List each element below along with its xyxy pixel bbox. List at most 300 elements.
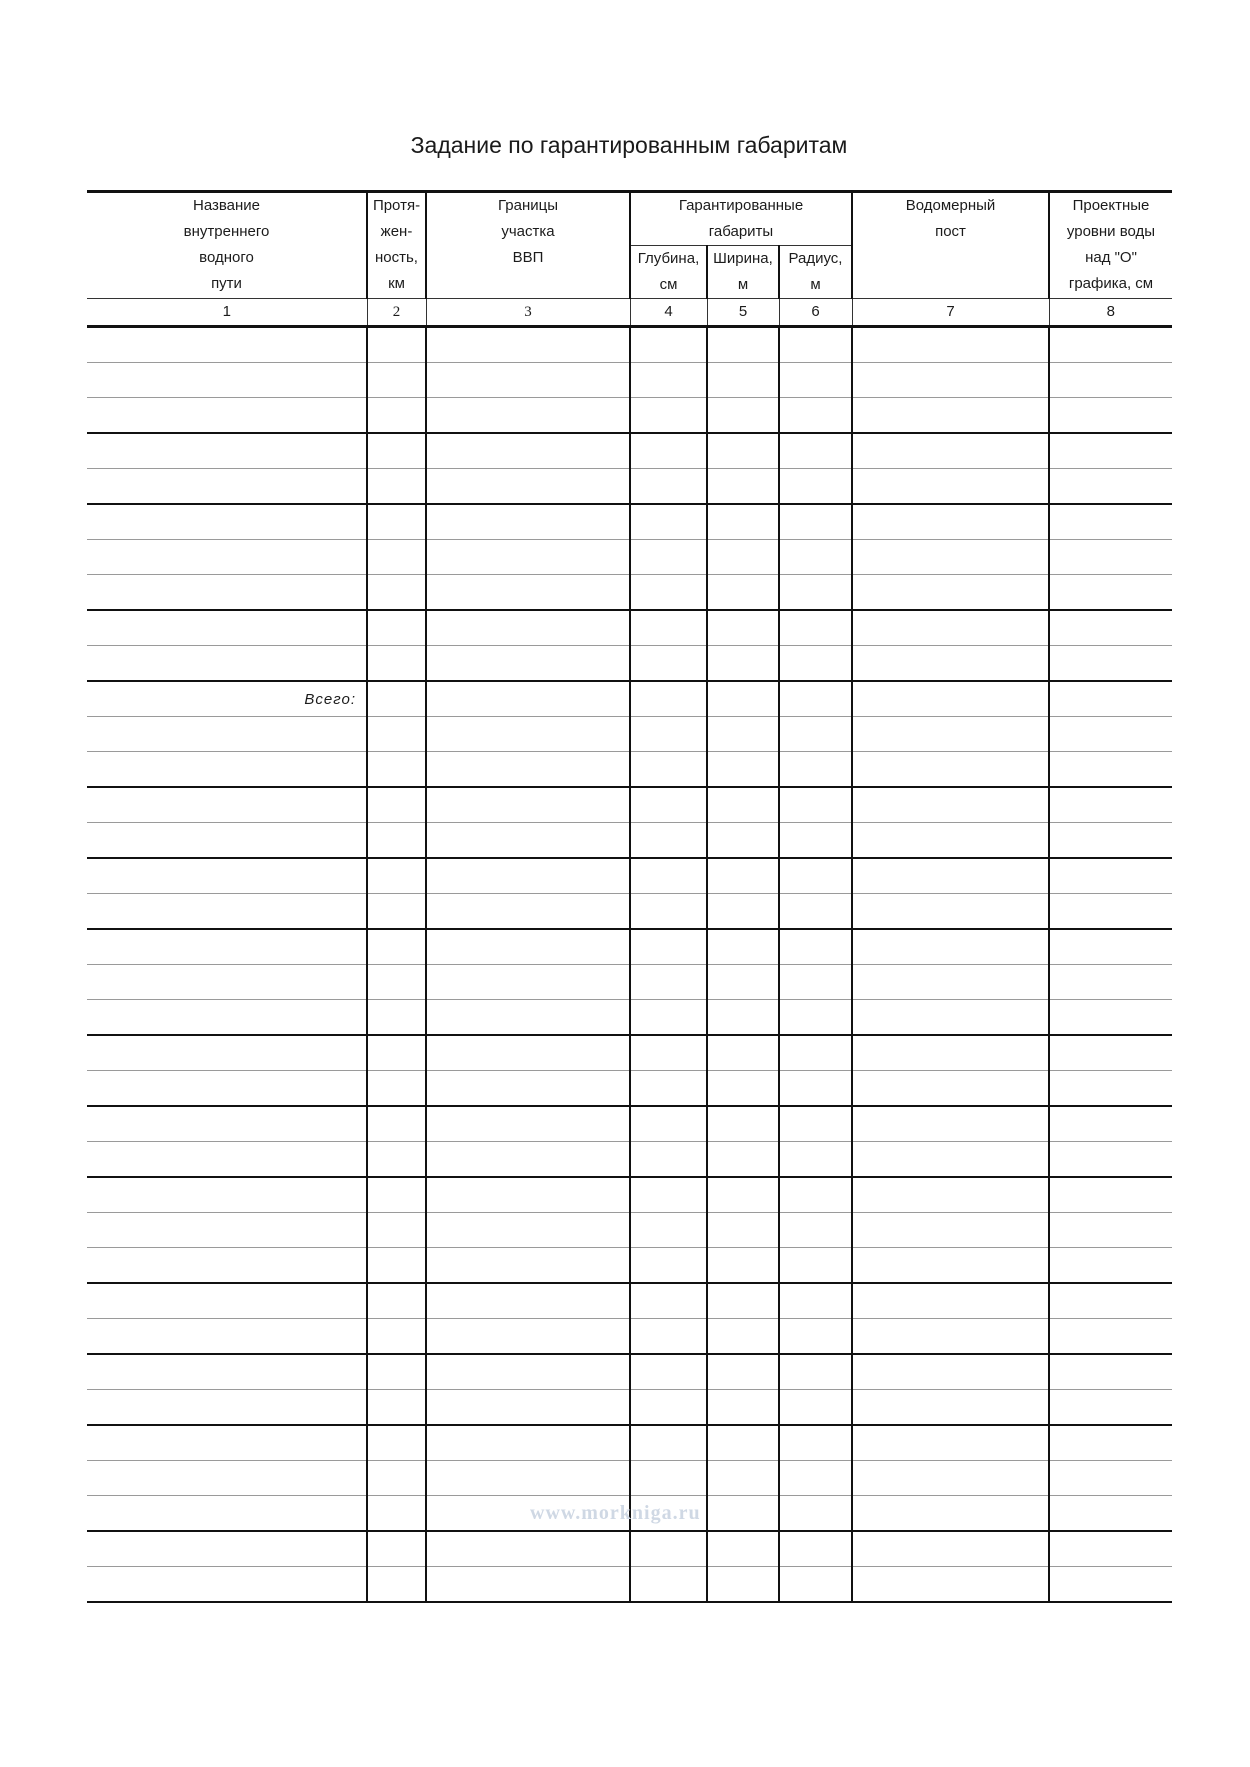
table-cell[interactable] bbox=[707, 610, 779, 646]
table-cell[interactable] bbox=[630, 363, 707, 398]
table-cell[interactable] bbox=[1049, 965, 1172, 1000]
header-gauge-station: Водомерный пост bbox=[852, 192, 1049, 299]
table-cell[interactable] bbox=[852, 1496, 1049, 1532]
table-cell[interactable] bbox=[1049, 1248, 1172, 1284]
table-cell[interactable] bbox=[852, 1177, 1049, 1213]
table-cell[interactable] bbox=[707, 1283, 779, 1319]
table-cell[interactable] bbox=[426, 858, 630, 894]
table-cell[interactable] bbox=[1049, 717, 1172, 752]
table-cell[interactable] bbox=[1049, 681, 1172, 717]
table-cell[interactable] bbox=[707, 469, 779, 505]
table-cell[interactable] bbox=[367, 433, 426, 469]
table-cell[interactable] bbox=[779, 752, 852, 788]
table-row bbox=[87, 965, 1172, 1000]
table-cell[interactable] bbox=[1049, 504, 1172, 540]
table-cell[interactable] bbox=[707, 1035, 779, 1071]
table-cell[interactable] bbox=[779, 1106, 852, 1142]
table-cell[interactable] bbox=[367, 540, 426, 575]
table-cell[interactable] bbox=[426, 1461, 630, 1496]
table-cell[interactable] bbox=[707, 717, 779, 752]
table-cell[interactable] bbox=[426, 540, 630, 575]
table-cell[interactable] bbox=[87, 610, 367, 646]
table-cell[interactable] bbox=[367, 1000, 426, 1036]
table-cell[interactable] bbox=[367, 1035, 426, 1071]
table-cell[interactable] bbox=[1049, 787, 1172, 823]
table-cell[interactable] bbox=[630, 1071, 707, 1107]
table-row bbox=[87, 469, 1172, 505]
table-cell[interactable] bbox=[707, 1000, 779, 1036]
table-cell[interactable] bbox=[367, 1283, 426, 1319]
table-cell[interactable] bbox=[779, 717, 852, 752]
table-cell[interactable] bbox=[426, 504, 630, 540]
table-cell[interactable] bbox=[1049, 1496, 1172, 1532]
table-cell[interactable] bbox=[1049, 575, 1172, 611]
table-cell[interactable] bbox=[852, 646, 1049, 682]
table-cell[interactable] bbox=[779, 469, 852, 505]
table-cell[interactable] bbox=[707, 646, 779, 682]
table-cell[interactable] bbox=[707, 681, 779, 717]
table-cell[interactable] bbox=[1049, 894, 1172, 930]
table-cell[interactable] bbox=[1049, 398, 1172, 434]
table-cell[interactable] bbox=[707, 1496, 779, 1532]
table-cell[interactable] bbox=[707, 433, 779, 469]
table-cell[interactable] bbox=[426, 1142, 630, 1178]
table-row bbox=[87, 1461, 1172, 1496]
table-cell[interactable] bbox=[779, 540, 852, 575]
table-cell[interactable] bbox=[852, 1035, 1049, 1071]
table-cell[interactable] bbox=[87, 787, 367, 823]
table-cell[interactable] bbox=[1049, 1319, 1172, 1355]
table-cell[interactable] bbox=[1049, 1142, 1172, 1178]
table-cell[interactable] bbox=[426, 1071, 630, 1107]
table-cell[interactable] bbox=[852, 929, 1049, 965]
table-row bbox=[87, 929, 1172, 965]
table-cell[interactable] bbox=[87, 1319, 367, 1355]
table-cell[interactable] bbox=[367, 1213, 426, 1248]
table-cell[interactable] bbox=[426, 681, 630, 717]
table-cell[interactable] bbox=[707, 1531, 779, 1567]
table-cell[interactable] bbox=[426, 1177, 630, 1213]
table-cell[interactable] bbox=[426, 1106, 630, 1142]
table-cell[interactable] bbox=[852, 717, 1049, 752]
table-cell[interactable] bbox=[426, 363, 630, 398]
table-cell[interactable] bbox=[852, 823, 1049, 859]
table-cell[interactable] bbox=[630, 1283, 707, 1319]
table-cell[interactable] bbox=[707, 504, 779, 540]
table-cell[interactable] bbox=[707, 363, 779, 398]
table-cell[interactable] bbox=[630, 1000, 707, 1036]
table-cell[interactable] bbox=[707, 787, 779, 823]
table-cell[interactable] bbox=[852, 787, 1049, 823]
table-cell[interactable] bbox=[367, 752, 426, 788]
table-cell[interactable] bbox=[1049, 1461, 1172, 1496]
table-cell[interactable] bbox=[852, 575, 1049, 611]
table-cell[interactable] bbox=[707, 540, 779, 575]
table-cell[interactable] bbox=[426, 894, 630, 930]
table-cell[interactable] bbox=[630, 717, 707, 752]
table-cell[interactable] bbox=[367, 1567, 426, 1603]
table-cell[interactable] bbox=[852, 858, 1049, 894]
table-cell[interactable] bbox=[630, 1106, 707, 1142]
table-cell[interactable] bbox=[1049, 858, 1172, 894]
table-cell[interactable] bbox=[852, 894, 1049, 930]
table-cell[interactable] bbox=[367, 1390, 426, 1426]
table-cell[interactable] bbox=[426, 610, 630, 646]
table-cell[interactable] bbox=[87, 1035, 367, 1071]
table-cell[interactable] bbox=[852, 681, 1049, 717]
table-cell[interactable] bbox=[707, 823, 779, 859]
table-cell[interactable] bbox=[1049, 1354, 1172, 1390]
table-cell[interactable] bbox=[367, 681, 426, 717]
table-cell[interactable] bbox=[630, 327, 707, 363]
table-cell[interactable] bbox=[852, 540, 1049, 575]
table-cell[interactable] bbox=[1049, 1177, 1172, 1213]
table-cell[interactable] bbox=[852, 1425, 1049, 1461]
table-cell[interactable] bbox=[87, 1106, 367, 1142]
table-cell[interactable] bbox=[87, 433, 367, 469]
table-cell[interactable] bbox=[779, 1213, 852, 1248]
table-cell[interactable] bbox=[87, 363, 367, 398]
table-cell[interactable] bbox=[707, 1319, 779, 1355]
table-cell[interactable] bbox=[1049, 1106, 1172, 1142]
table-cell[interactable] bbox=[367, 1496, 426, 1532]
table-cell[interactable] bbox=[852, 363, 1049, 398]
table-cell[interactable] bbox=[707, 858, 779, 894]
table-cell[interactable] bbox=[707, 575, 779, 611]
table-cell[interactable] bbox=[779, 858, 852, 894]
table-cell[interactable] bbox=[707, 929, 779, 965]
table-cell[interactable] bbox=[1049, 1283, 1172, 1319]
table-cell[interactable] bbox=[707, 1071, 779, 1107]
table-cell[interactable] bbox=[707, 398, 779, 434]
table-cell[interactable] bbox=[1049, 1035, 1172, 1071]
table-cell[interactable] bbox=[367, 1461, 426, 1496]
table-cell[interactable] bbox=[707, 1213, 779, 1248]
table-cell[interactable] bbox=[630, 1425, 707, 1461]
table-cell[interactable] bbox=[630, 646, 707, 682]
table-cell[interactable] bbox=[367, 1177, 426, 1213]
table-cell[interactable] bbox=[852, 1213, 1049, 1248]
table-cell[interactable] bbox=[779, 1071, 852, 1107]
table-cell[interactable] bbox=[87, 1177, 367, 1213]
table-cell[interactable] bbox=[87, 894, 367, 930]
column-number: 3 bbox=[426, 299, 630, 327]
table-cell[interactable] bbox=[367, 575, 426, 611]
table-cell[interactable] bbox=[779, 363, 852, 398]
table-cell[interactable] bbox=[779, 1567, 852, 1603]
table-cell[interactable] bbox=[779, 1461, 852, 1496]
table-cell[interactable] bbox=[779, 681, 852, 717]
table-cell[interactable] bbox=[367, 823, 426, 859]
table-cell[interactable] bbox=[1049, 363, 1172, 398]
table-cell[interactable] bbox=[852, 469, 1049, 505]
table-cell[interactable] bbox=[367, 1354, 426, 1390]
table-cell[interactable] bbox=[426, 1390, 630, 1426]
table-cell[interactable] bbox=[426, 1531, 630, 1567]
table-cell[interactable] bbox=[630, 752, 707, 788]
table-cell[interactable] bbox=[852, 1000, 1049, 1036]
table-cell[interactable] bbox=[779, 1496, 852, 1532]
table-cell[interactable] bbox=[852, 1283, 1049, 1319]
table-cell[interactable] bbox=[1049, 929, 1172, 965]
table-cell[interactable] bbox=[630, 681, 707, 717]
table-cell[interactable] bbox=[1049, 1531, 1172, 1567]
table-cell[interactable] bbox=[87, 1425, 367, 1461]
table-cell[interactable] bbox=[426, 1213, 630, 1248]
table-cell[interactable] bbox=[1049, 646, 1172, 682]
table-cell[interactable] bbox=[426, 1567, 630, 1603]
table-cell[interactable] bbox=[87, 1567, 367, 1603]
table-cell[interactable] bbox=[426, 398, 630, 434]
table-cell[interactable] bbox=[630, 858, 707, 894]
column-number: 4 bbox=[630, 299, 707, 327]
table-cell[interactable] bbox=[852, 327, 1049, 363]
table-cell[interactable] bbox=[707, 1567, 779, 1603]
table-cell[interactable] bbox=[779, 1177, 852, 1213]
table-cell[interactable] bbox=[779, 1248, 852, 1284]
table-cell[interactable] bbox=[426, 787, 630, 823]
table-cell[interactable] bbox=[367, 646, 426, 682]
table-cell[interactable] bbox=[87, 965, 367, 1000]
header-design-water-levels: Проектные уровни воды над "О" графика, см bbox=[1049, 192, 1172, 299]
table-cell[interactable] bbox=[707, 1390, 779, 1426]
table-cell[interactable] bbox=[367, 1425, 426, 1461]
dimensions-table bbox=[87, 190, 1172, 1603]
table-cell[interactable] bbox=[1049, 1213, 1172, 1248]
table-cell[interactable] bbox=[1049, 1071, 1172, 1107]
table-cell[interactable] bbox=[779, 610, 852, 646]
table-cell[interactable] bbox=[707, 1106, 779, 1142]
table-cell[interactable] bbox=[779, 327, 852, 363]
table-cell[interactable] bbox=[630, 1035, 707, 1071]
table-cell[interactable] bbox=[426, 1354, 630, 1390]
table-cell[interactable] bbox=[852, 610, 1049, 646]
table-cell[interactable] bbox=[426, 433, 630, 469]
table-cell[interactable] bbox=[630, 965, 707, 1000]
table-cell[interactable] bbox=[87, 1531, 367, 1567]
table-cell[interactable] bbox=[367, 1319, 426, 1355]
table-cell[interactable] bbox=[630, 787, 707, 823]
table-cell[interactable] bbox=[779, 504, 852, 540]
table-cell[interactable] bbox=[779, 929, 852, 965]
table-cell[interactable] bbox=[630, 929, 707, 965]
table-cell[interactable] bbox=[87, 752, 367, 788]
table-cell[interactable] bbox=[779, 1283, 852, 1319]
table-row bbox=[87, 752, 1172, 788]
table-cell[interactable] bbox=[779, 1531, 852, 1567]
table-cell[interactable] bbox=[1049, 469, 1172, 505]
table-cell[interactable] bbox=[779, 823, 852, 859]
table-cell[interactable] bbox=[630, 1390, 707, 1426]
table-cell[interactable] bbox=[852, 1390, 1049, 1426]
table-cell[interactable] bbox=[426, 646, 630, 682]
table-cell[interactable] bbox=[367, 858, 426, 894]
table-cell[interactable] bbox=[630, 1567, 707, 1603]
table-cell[interactable] bbox=[426, 1319, 630, 1355]
table-cell[interactable] bbox=[630, 894, 707, 930]
table-cell[interactable] bbox=[779, 1354, 852, 1390]
table-cell[interactable] bbox=[87, 1000, 367, 1036]
table-cell[interactable] bbox=[426, 575, 630, 611]
table-cell[interactable] bbox=[779, 1425, 852, 1461]
table-cell[interactable] bbox=[87, 1142, 367, 1178]
table-cell[interactable] bbox=[1049, 1425, 1172, 1461]
table-cell[interactable] bbox=[779, 646, 852, 682]
table-cell[interactable] bbox=[87, 1461, 367, 1496]
table-cell[interactable] bbox=[87, 1496, 367, 1532]
table-cell[interactable] bbox=[852, 1248, 1049, 1284]
table-cell[interactable] bbox=[367, 717, 426, 752]
table-cell[interactable] bbox=[87, 1248, 367, 1284]
table-cell[interactable] bbox=[367, 787, 426, 823]
table-cell[interactable] bbox=[367, 610, 426, 646]
table-cell[interactable] bbox=[707, 1461, 779, 1496]
table-cell[interactable] bbox=[852, 1567, 1049, 1603]
table-cell[interactable] bbox=[87, 398, 367, 434]
table-cell[interactable] bbox=[630, 433, 707, 469]
table-cell[interactable] bbox=[779, 575, 852, 611]
table-cell[interactable] bbox=[779, 894, 852, 930]
table-cell[interactable] bbox=[367, 398, 426, 434]
table-cell[interactable] bbox=[630, 398, 707, 434]
table-cell[interactable] bbox=[367, 1106, 426, 1142]
table-cell[interactable] bbox=[87, 929, 367, 965]
table-cell[interactable] bbox=[852, 1354, 1049, 1390]
table-cell[interactable] bbox=[852, 752, 1049, 788]
table-cell[interactable] bbox=[707, 1248, 779, 1284]
table-cell[interactable] bbox=[630, 540, 707, 575]
table-cell[interactable] bbox=[426, 752, 630, 788]
table-cell[interactable] bbox=[367, 469, 426, 505]
table-cell[interactable] bbox=[1049, 433, 1172, 469]
table-cell[interactable] bbox=[630, 1461, 707, 1496]
table-cell[interactable] bbox=[852, 433, 1049, 469]
table-cell[interactable] bbox=[630, 1213, 707, 1248]
table-row bbox=[87, 1390, 1172, 1426]
table-cell[interactable] bbox=[852, 1531, 1049, 1567]
table-cell[interactable] bbox=[426, 1248, 630, 1284]
table-cell[interactable] bbox=[367, 1142, 426, 1178]
table-cell[interactable] bbox=[707, 965, 779, 1000]
table-cell[interactable] bbox=[779, 398, 852, 434]
table-cell[interactable] bbox=[87, 646, 367, 682]
table-cell[interactable] bbox=[367, 363, 426, 398]
table-cell[interactable] bbox=[779, 1390, 852, 1426]
table-cell[interactable] bbox=[630, 504, 707, 540]
table-cell[interactable] bbox=[87, 469, 367, 505]
table-cell[interactable] bbox=[426, 327, 630, 363]
table-cell[interactable] bbox=[87, 858, 367, 894]
table-cell[interactable] bbox=[779, 1319, 852, 1355]
table-cell[interactable] bbox=[87, 1354, 367, 1390]
table-cell[interactable] bbox=[1049, 1000, 1172, 1036]
table-cell[interactable] bbox=[426, 823, 630, 859]
table-cell[interactable] bbox=[426, 929, 630, 965]
table-cell[interactable] bbox=[852, 504, 1049, 540]
table-cell[interactable] bbox=[87, 823, 367, 859]
table-cell[interactable] bbox=[852, 1319, 1049, 1355]
table-cell[interactable] bbox=[707, 894, 779, 930]
table-cell[interactable] bbox=[1049, 752, 1172, 788]
table-cell[interactable] bbox=[630, 1177, 707, 1213]
table-cell[interactable] bbox=[367, 504, 426, 540]
table-cell[interactable] bbox=[426, 1035, 630, 1071]
table-cell[interactable] bbox=[852, 1106, 1049, 1142]
watermark: www.morkniga.ru bbox=[530, 1502, 701, 1524]
table-cell[interactable] bbox=[707, 1177, 779, 1213]
table-cell[interactable] bbox=[630, 1248, 707, 1284]
table-cell[interactable] bbox=[852, 1142, 1049, 1178]
table-cell[interactable] bbox=[1049, 610, 1172, 646]
table-cell[interactable] bbox=[779, 433, 852, 469]
table-cell[interactable] bbox=[426, 965, 630, 1000]
table-cell[interactable] bbox=[852, 398, 1049, 434]
table-cell[interactable] bbox=[630, 610, 707, 646]
table-cell[interactable] bbox=[367, 1248, 426, 1284]
table-cell[interactable] bbox=[1049, 1567, 1172, 1603]
table-cell[interactable] bbox=[707, 327, 779, 363]
table-cell[interactable] bbox=[1049, 327, 1172, 363]
table-cell[interactable] bbox=[426, 1425, 630, 1461]
table-cell[interactable] bbox=[779, 787, 852, 823]
table-row bbox=[87, 858, 1172, 894]
table-cell[interactable] bbox=[367, 1071, 426, 1107]
table-cell[interactable] bbox=[87, 504, 367, 540]
table-cell[interactable] bbox=[779, 965, 852, 1000]
table-cell[interactable] bbox=[426, 1283, 630, 1319]
table-cell[interactable] bbox=[852, 1071, 1049, 1107]
table-cell[interactable] bbox=[87, 1071, 367, 1107]
table-cell[interactable] bbox=[707, 752, 779, 788]
table-cell[interactable] bbox=[630, 469, 707, 505]
table-cell[interactable] bbox=[779, 1142, 852, 1178]
table-cell[interactable] bbox=[707, 1354, 779, 1390]
table-cell[interactable] bbox=[779, 1035, 852, 1071]
table-cell[interactable] bbox=[367, 1531, 426, 1567]
table-cell[interactable] bbox=[87, 575, 367, 611]
table-cell[interactable] bbox=[367, 929, 426, 965]
table-cell[interactable] bbox=[630, 575, 707, 611]
table-cell[interactable] bbox=[367, 965, 426, 1000]
table-cell[interactable] bbox=[426, 1000, 630, 1036]
table-cell[interactable] bbox=[630, 1531, 707, 1567]
table-cell[interactable] bbox=[367, 327, 426, 363]
table-cell[interactable] bbox=[1049, 823, 1172, 859]
table-cell[interactable] bbox=[1049, 1390, 1172, 1426]
table-cell[interactable] bbox=[779, 1000, 852, 1036]
table-cell[interactable] bbox=[87, 540, 367, 575]
table-cell[interactable] bbox=[1049, 540, 1172, 575]
table-cell[interactable] bbox=[426, 717, 630, 752]
table-cell[interactable] bbox=[630, 823, 707, 859]
table-cell[interactable] bbox=[630, 1354, 707, 1390]
table-cell[interactable] bbox=[630, 1319, 707, 1355]
header-length: Протя- жен- ность, км bbox=[367, 192, 426, 299]
table-cell[interactable] bbox=[707, 1142, 779, 1178]
table-cell[interactable] bbox=[426, 469, 630, 505]
table-cell[interactable] bbox=[87, 1213, 367, 1248]
table-cell[interactable] bbox=[367, 894, 426, 930]
table-cell[interactable] bbox=[707, 1425, 779, 1461]
table-cell[interactable] bbox=[87, 1283, 367, 1319]
table-row bbox=[87, 894, 1172, 930]
table-cell[interactable] bbox=[87, 717, 367, 752]
table-cell[interactable] bbox=[87, 327, 367, 363]
table-cell[interactable] bbox=[87, 1390, 367, 1426]
table-cell[interactable] bbox=[852, 1461, 1049, 1496]
table-cell[interactable] bbox=[630, 1142, 707, 1178]
table-cell[interactable] bbox=[852, 965, 1049, 1000]
